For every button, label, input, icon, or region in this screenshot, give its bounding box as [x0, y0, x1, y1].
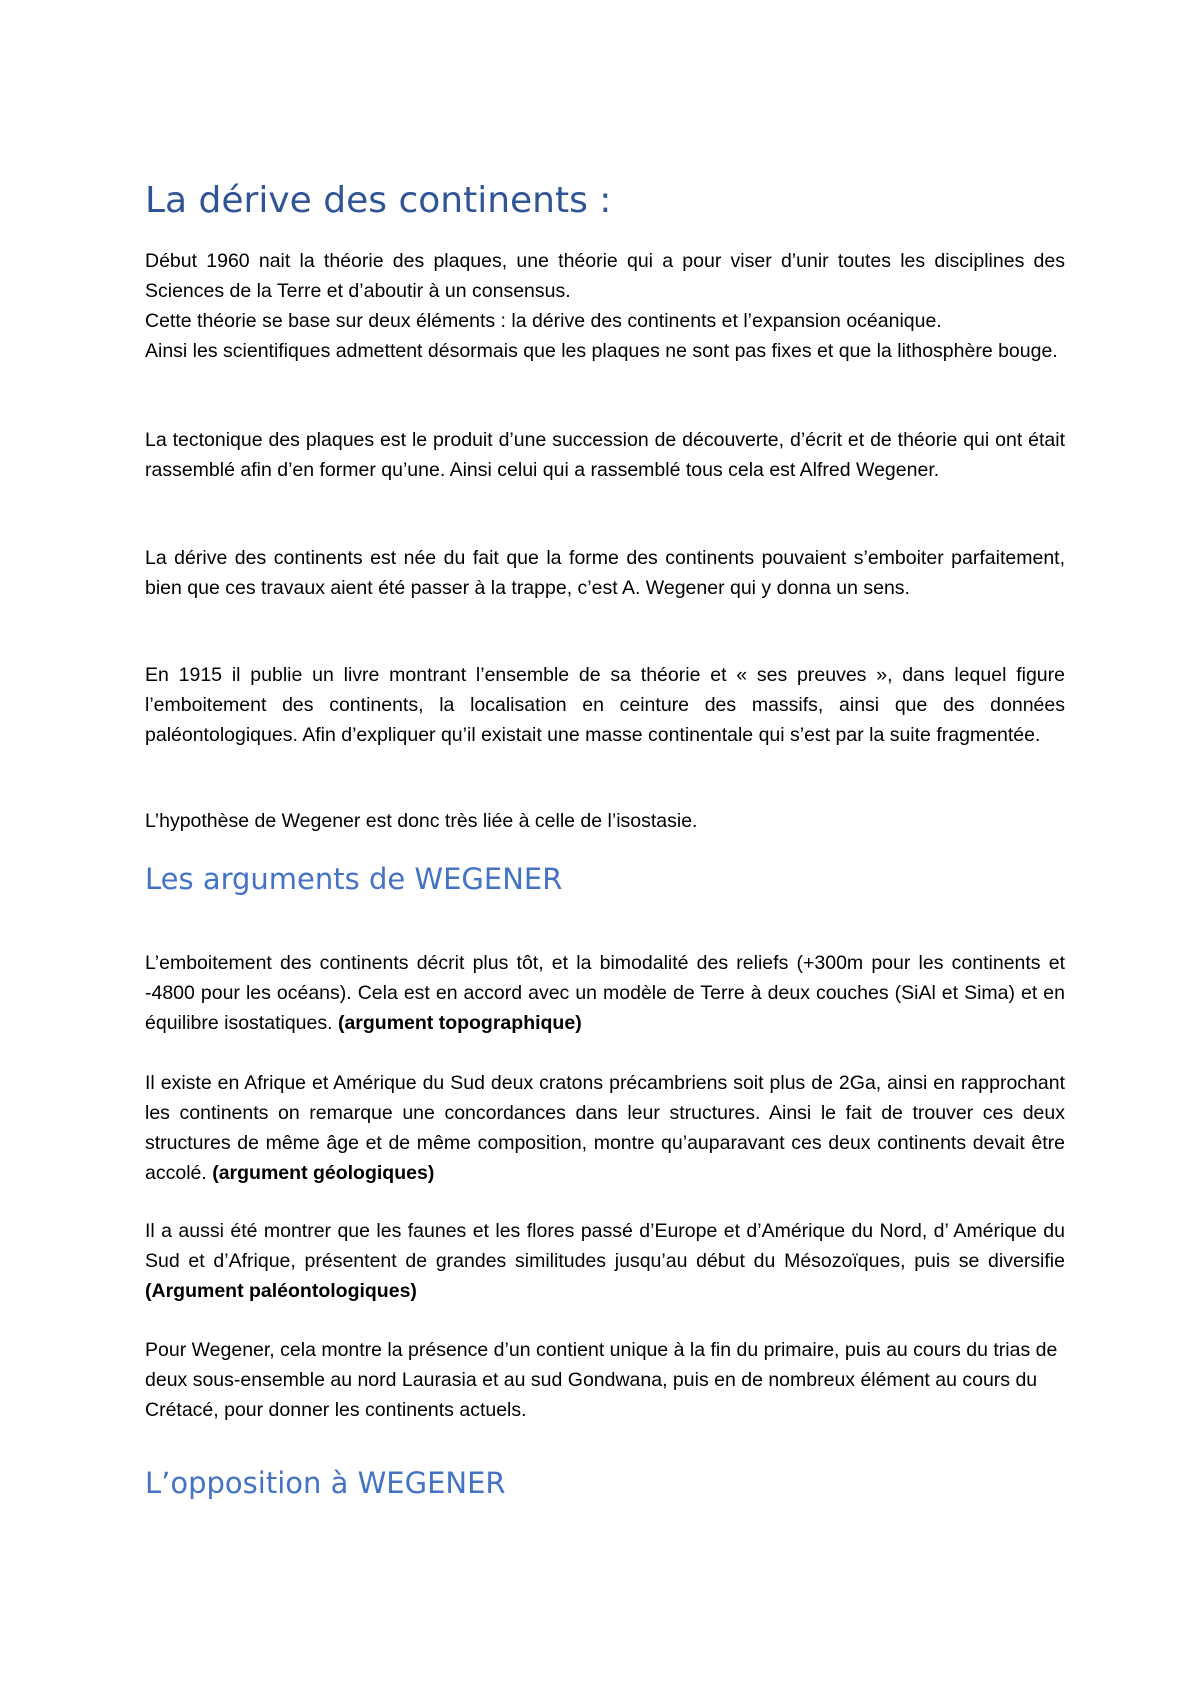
- argument-label-bold: (argument topographique): [337, 1012, 582, 1034]
- intro-paragraph-1: Début 1960 nait la théorie des plaques, une théorie qui a pour viser d’unir toutes les disciplines des Sciences de la Terre et d’aboutir à un consensus.: [145, 250, 1065, 302]
- argument-paragraph-paleontologique: [145, 1216, 1065, 1306]
- argument-paragraph-topographique: [145, 948, 1065, 1038]
- section-heading-arguments: Les arguments de WEGENER: [145, 862, 563, 896]
- argument-text: Il existe en Afrique et Amérique du Sud deux cratons précambriens soit plus de 2Ga, ainsi en rapprochant les continents on remarque une concordances dans leur structures. Ainsi le fait de trouver ces deux structures de même âge et de même composition, montre qu’auparavant ces deux continents devait être accolé.: [145, 1072, 1065, 1184]
- argument-paragraph-geologique: [145, 1068, 1065, 1188]
- argument-text: L’emboitement des continents décrit plus tôt, et la bimodalité des reliefs (+300m pour les continents et -4800 pour les océans). Cela est en accord avec un modèle de Terre à deux couches (SiAl et Sima) et en équilibre isostatiques.: [145, 952, 1065, 1034]
- intro-paragraph-6: En 1915 il publie un livre montrant l’ensemble de sa théorie et « ses preuves », dans lequel figure l’emboitement des continents, la localisation en ceinture des massifs, ainsi que des données paléontologiques. Afin d’expliquer qu’il existait une masse continentale qui s’est par la suite fragmentée.: [145, 664, 1065, 746]
- conclusion-paragraph: Pour Wegener, cela montre la présence d’un contient unique à la fin du primaire, puis au cours du trias de deux sous-ensemble au nord Laurasia et au sud Gondwana, puis en de nombreux élément au cours du Crétacé, pour donner les continents actuels.: [145, 1339, 1058, 1421]
- intro-paragraph-3: Ainsi les scientifiques admettent désormais que les plaques ne sont pas fixes et que la lithosphère bouge.: [145, 340, 1058, 362]
- argument-label-bold: (Argument paléontologiques): [145, 1280, 417, 1302]
- intro-paragraph-7: L’hypothèse de Wegener est donc très liée à celle de l’isostasie.: [145, 810, 698, 832]
- intro-paragraph-5: La dérive des continents est née du fait que la forme des continents pouvaient s’emboiter parfaitement, bien que ces travaux aient été passer à la trappe, c’est A. Wegener qui y donna un sens.: [145, 547, 1065, 599]
- page-title: La dérive des continents :: [145, 180, 612, 221]
- intro-paragraph-2: Cette théorie se base sur deux éléments : la dérive des continents et l’expansion océanique.: [145, 310, 942, 332]
- intro-paragraph-4: La tectonique des plaques est le produit d’une succession de découverte, d’écrit et de théorie qui ont était rassemblé afin d’en former qu’une. Ainsi celui qui a rassemblé tous cela est Alfred Wegener.: [145, 429, 1065, 481]
- argument-label-bold: (argument géologiques): [212, 1162, 435, 1184]
- argument-text: Il a aussi été montrer que les faunes et les flores passé d’Europe et d’Amérique du Nord, d’ Amérique du Sud et d’Afrique, présentent de grandes similitudes jusqu’au début du Mésozoïques, puis se diversifie: [145, 1220, 1065, 1272]
- section-heading-opposition: L’opposition à WEGENER: [145, 1466, 506, 1500]
